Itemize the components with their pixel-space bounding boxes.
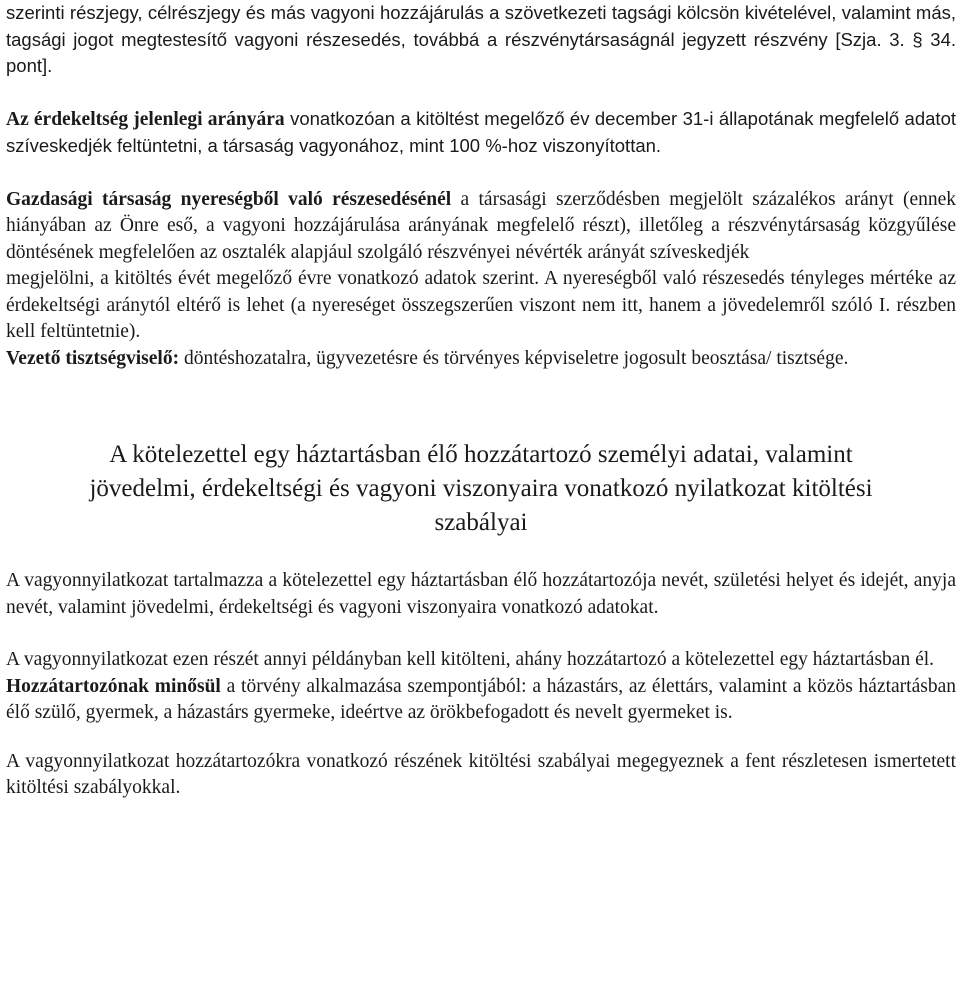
term-executive-officer: Vezető tisztségviselő: (6, 347, 180, 369)
paragraph-text: a törvény alkalmazása szempontjából: a házastárs, az élettárs, valamint a közös háztartásban élő szülő, gyermek, a házastárs gyermeke, ideértve az örökbefogadott és nevelt gyermeket is. (6, 675, 956, 723)
document-page (6, 0, 956, 802)
paragraph-text: a társasági szerződésben megjelölt százalékos arányt (ennek hiányában az Önre eső, a vagyoni hozzájárulása arányának megfelelő részt), illetőleg a részvénytársaság közgyűlése döntésének megfelelően az osztalék alapjául szolgáló részvényei névérték arányát szíveskedjék (6, 188, 956, 263)
paragraph-text: megjelölni, a kitöltés évét megelőző évre vonatkozó adatok szerint. A nyereségből való részesedés tényleges mértéke az érdekeltségi aránytól eltérő is lehet (a nyereséget összegszerűen viszont nem itt, hanem a jövedelemről szóló I. részben kell feltüntetnie). (6, 268, 956, 342)
term-interest-ratio: Az érdekeltség jelenlegi arányára (6, 108, 285, 130)
paragraph-text: szerinti részjegy, célrészjegy és más vagyoni hozzájárulás a szövetkezeti tagsági kölcsön kivételével, valamint más, tagsági jogot megtestesítő vagyoni részesedés, továbbá a részvénytársaságnál jegyzett részvény [Szja. 3. § 34. pont]. (6, 2, 956, 76)
paragraph-rules-reference (6, 749, 956, 802)
paragraph-profit-share-cont (6, 266, 956, 346)
paragraph-profit-share (6, 187, 956, 267)
term-relative: Hozzátartozónak minősül (6, 675, 221, 697)
paragraph-text: A vagyonnyilatkozat tartalmazza a kötelezettel egy háztartásban élő hozzátartozója nevét, születési helyet és idejét, anyja nevét, valamint jövedelmi, érdekeltségi és vagyoni viszonyaira vonatkozó adatokat. (6, 570, 956, 618)
paragraph-declaration-contents (6, 568, 956, 621)
paragraph-text: vonatkozóan a kitöltést megelőző év december 31-i állapotának megfelelő adatot szíveskedjék feltüntetni, a társaság vagyonához, mint 100 %-hoz viszonyítottan. (6, 107, 956, 156)
paragraph-executive-officer (6, 346, 956, 373)
paragraph-interest-ratio (6, 106, 956, 161)
paragraph-relatives-definition (6, 674, 956, 727)
paragraph-text: döntéshozatalra, ügyvezetésre és törvényes képviseletre jogosult beosztása/ tisztsége. (179, 347, 849, 369)
section-title (6, 438, 956, 540)
paragraph-text: A vagyonnyilatkozat ezen részét annyi példányban kell kitölteni, ahány hozzátartozó a kötelezettel egy háztartásban él. (6, 649, 935, 670)
term-profit-share: Gazdasági társaság nyereségből való részesedésénél (6, 188, 452, 210)
title-line-2: jövedelmi, érdekeltségi és vagyoni viszonyaira vonatkozó nyilatkozat kitöltési (89, 475, 873, 502)
title-line-1: A kötelezettel egy háztartásban élő hozzátartozó személyi adatai, valamint (109, 441, 853, 468)
paragraph-szja-reference (6, 0, 956, 80)
title-line-3: szabályai (434, 509, 528, 536)
paragraph-copies (6, 647, 956, 674)
paragraph-text: A vagyonnyilatkozat hozzátartozókra vonatkozó részének kitöltési szabályai megegyeznek a fent részletesen ismertetett kitöltési szabályokkal. (6, 750, 956, 798)
